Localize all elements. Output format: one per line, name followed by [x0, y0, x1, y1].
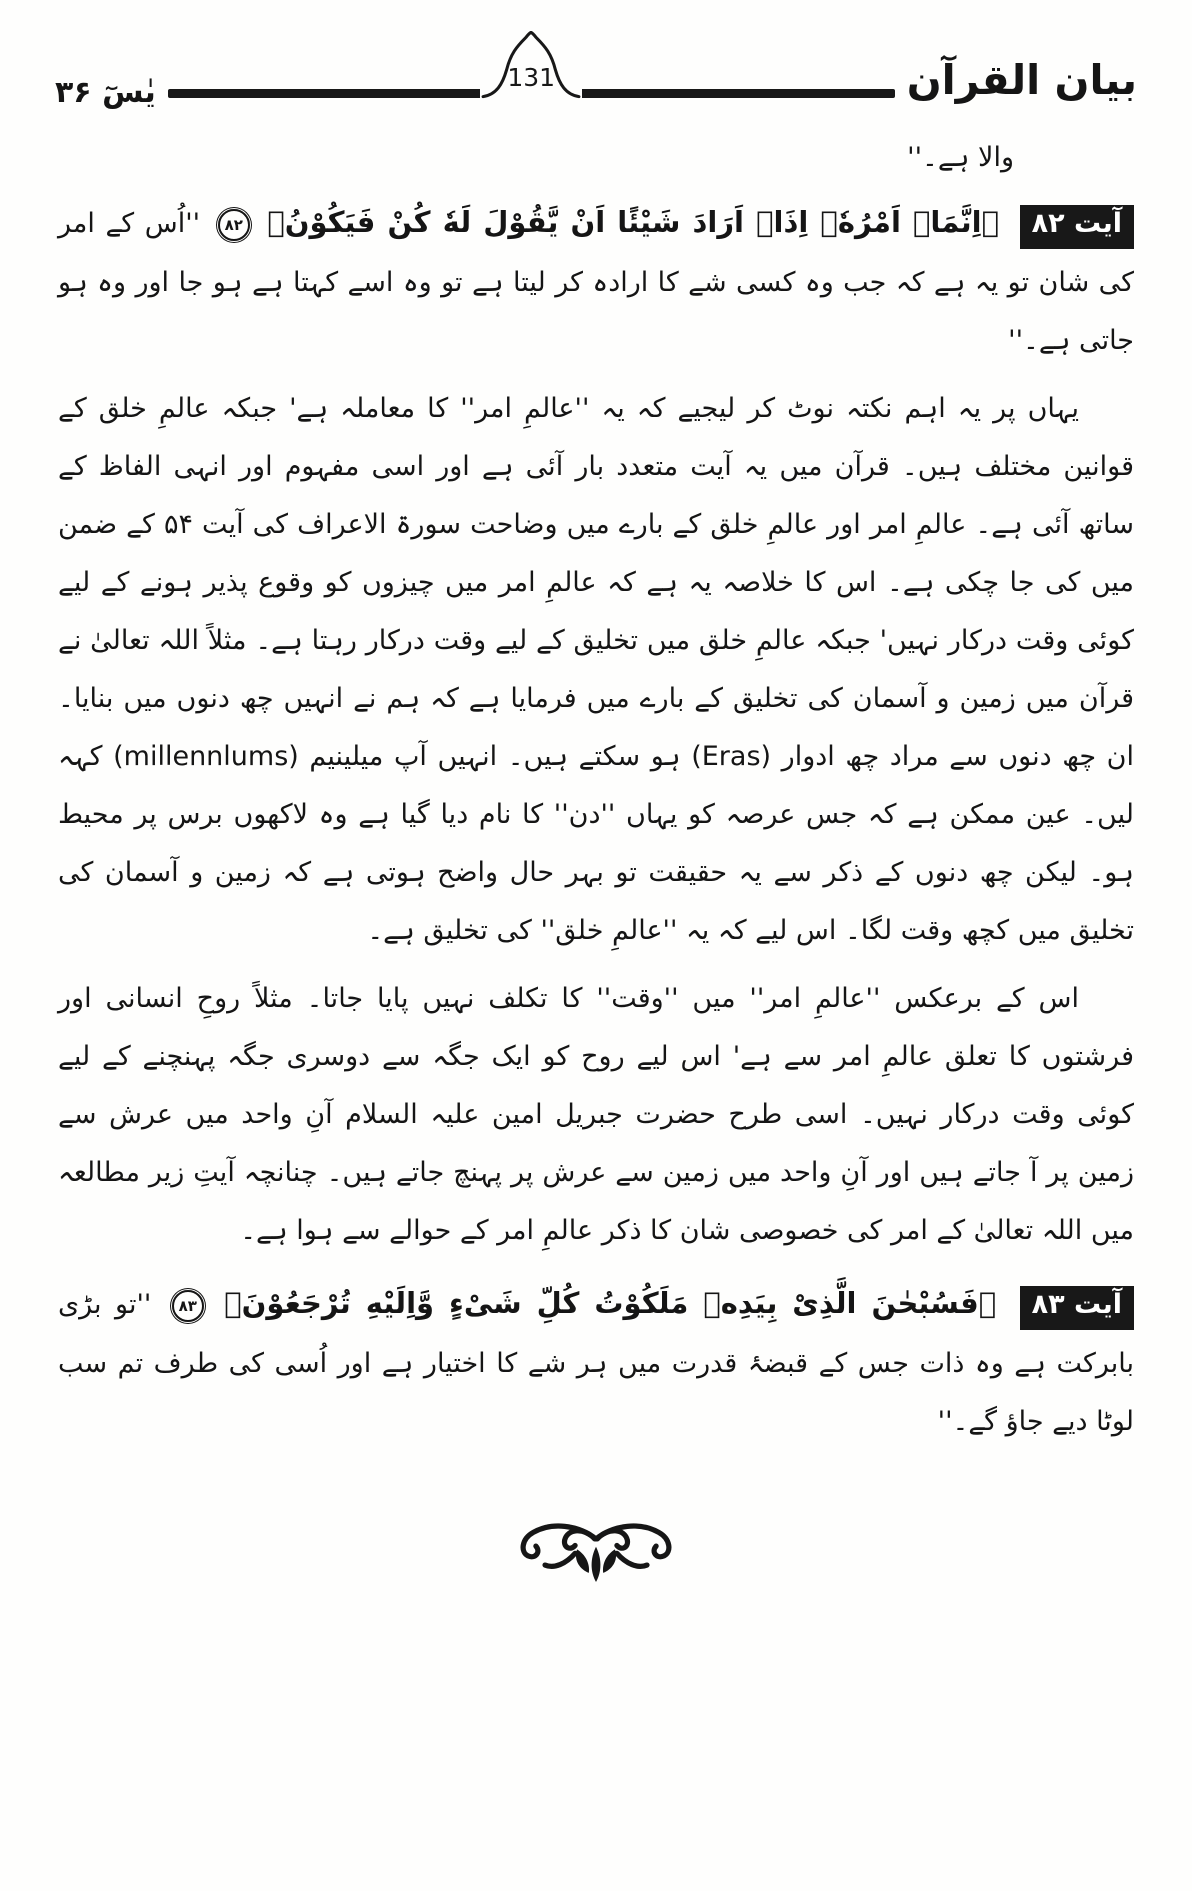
surah-label: یٰسٓ ۳۶: [55, 75, 156, 110]
ayah-82-number-medallion: ۸۲: [218, 209, 250, 241]
ayah-83-badge: آیت ۸۳: [1020, 1286, 1134, 1329]
ayah-82-arabic-text: ﴿اِنَّمَاۤ اَمْرُهٗۤ اِذَاۤ اَرَادَ شَیْئًا اَنْ یَّقُوْلَ لَهٗ کُنْ فَیَکُوْنُ﴾: [267, 205, 999, 240]
ayah-82-badge: آیت ۸۲: [1020, 205, 1134, 248]
page-number-dome: [480, 31, 582, 99]
ayah-83-arabic-text: ﴿فَسُبْحٰنَ الَّذِیْ بِیَدِهٖ مَلَکُوْتُ کُلِّ شَیْءٍ وَّاِلَیْهِ تُرْجَعُوْنَ﴾: [224, 1286, 997, 1321]
ayah-83-translation: ''تو بڑی بابرکت ہے وہ ذات جس کے قبضۂ قدرت میں ہر شے کا اختیار ہے اور اُسی کی طرف تم سب لوٹا دیے جاؤ گے۔'': [58, 1289, 1134, 1437]
verse-83-block: [58, 1272, 1134, 1450]
commentary-paragraph-2: اس کے برعکس ''عالمِ امر'' میں ''وقت'' کا تکلف نہیں پایا جاتا۔ مثلاً روحِ انسانی اور فرشتوں کا تعلق عالمِ امر سے ہے' اس لیے روح کو ایک جگہ سے دوسری جگہ پہنچنے کے لیے کوئی وقت درکار نہیں۔ اسی طرح حضرت جبریل امین علیہ السلام آنِ واحد میں عرش سے زمین پر آ جاتے ہیں اور آنِ واحد میں زمین سے عرش پر پہنچ جاتے ہیں۔ چنانچہ آیتِ زیر مطالعہ میں اللہ تعالیٰ کے امر کی خصوصی شان کا ذکر عالمِ امر کے حوالے سے ہوا ہے۔: [58, 983, 1134, 1247]
end-ornament: [58, 1497, 1134, 1607]
header-rule: [164, 28, 899, 112]
fleuron-icon: [498, 1497, 694, 1607]
commentary-paragraph-1: یہاں پر یہ اہم نکتہ نوٹ کر لیجیے کہ یہ ''عالمِ امر'' کا معاملہ ہے' جبکہ عالمِ خلق کے قوانین مختلف ہیں۔ قرآن میں یہ آیت متعدد بار آئی ہے اور اسی مفہوم اور انہی الفاظ کے ساتھ آئی ہے۔ عالمِ امر اور عالمِ خلق کے بارے میں وضاحت سورۃ الاعراف کی آیت ۵۴ کے ضمن میں کی جا چکی ہے۔ اس کا خلاصہ یہ ہے کہ عالمِ امر میں چیزوں کو وقوع پذیر ہونے کے لیے کوئی وقت درکار نہیں' جبکہ عالمِ خلق میں تخلیق کے لیے وقت درکار رہتا ہے۔ مثلاً اللہ تعالیٰ نے قرآن میں زمین و آسمان کی تخلیق کے بارے میں فرمایا ہے کہ ہم نے انہیں چھ دنوں میں بنایا۔ ان چھ دنوں سے مراد چھ ادوار (Eras) ہو سکتے ہیں۔ انہیں آپ میلینیم (millennlums) کہہ لیں۔ عین ممکن ہے کہ جس عرصہ کو یہاں ''دن'' کا نام دیا گیا ہے وہ لاکھوں برس پر محیط ہو۔ لیکن چھ دنوں کے ذکر سے یہ حقیقت تو بہر حال واضح ہوتی ہے کہ زمین و آسمان کی تخلیق میں کچھ وقت لگا۔ اس لیے کہ یہ ''عالمِ خلق'' کی تخلیق ہے۔: [58, 392, 1134, 947]
page-number: 131: [507, 63, 556, 92]
previous-paragraph-tail: والا ہے۔'': [907, 142, 1014, 173]
page-body: [0, 136, 1192, 1607]
ayah-83-number-medallion: ۸۳: [172, 1290, 204, 1322]
page-header: [0, 0, 1192, 112]
book-title: بیان القرآن: [906, 56, 1137, 104]
verse-82-block: [58, 191, 1134, 369]
ayah-82-translation: ''اُس کے امر کی شان تو یہ ہے کہ جب وہ کسی شے کا ارادہ کر لیتا ہے تو وہ اسے کہتا ہے ہو جا اور وہ ہو جاتی ہے۔'': [58, 208, 1134, 356]
